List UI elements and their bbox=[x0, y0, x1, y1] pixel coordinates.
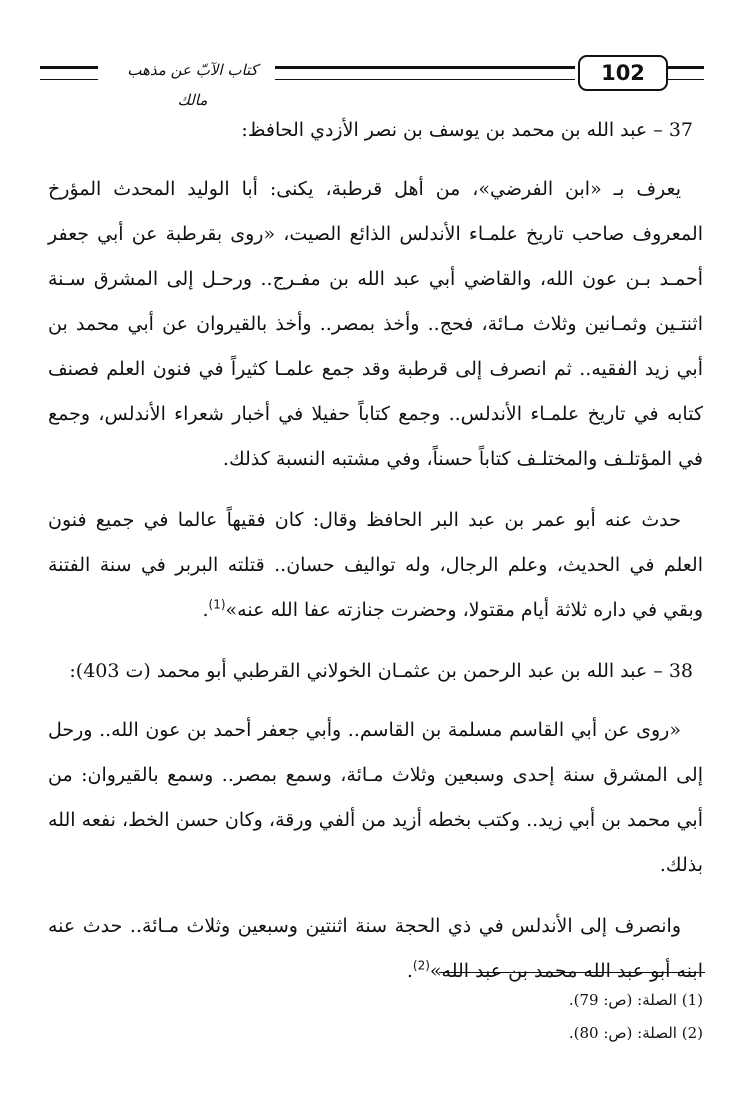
footnote-2: (2) الصلة: (ص: 80). bbox=[568, 1024, 703, 1042]
paragraph-text: حدث عنه أبو عمر بن عبد البر الحافظ وقال: كان فقيهاً عالما في جميع فنون العلم في الحديث، وعلم الرجال، وله تواليف حسان.. قتلته البربر في سنة الفتنة وبقي في داره ثلاثة أيام مقتولا، وحضرت جنازته عفا الله عنه» bbox=[48, 509, 703, 621]
footnote-1: (1) الصلة: (ص: 79). bbox=[568, 991, 703, 1009]
header-rule-right bbox=[666, 66, 704, 80]
footnote-separator bbox=[439, 972, 705, 973]
footnote-marker[interactable]: (1) bbox=[208, 597, 226, 612]
paragraph-text: وانصرف إلى الأندلس في ذي الحجة سنة اثنتين وسبعين وثلاث مـائة.. حدث عنه ابنه أبو عبد الله محمد بن عبد الله» bbox=[48, 915, 703, 982]
entry-heading: 38 – عبد الله بن عبد الرحمن بن عثمـان الخولاني القرطبي أبو محمد (ت 403): bbox=[69, 660, 693, 682]
header-rule-left bbox=[40, 66, 98, 80]
footnote-marker[interactable]: (2) bbox=[412, 958, 430, 973]
entry-37 bbox=[48, 108, 703, 633]
page-header bbox=[40, 52, 705, 109]
header-rule-middle bbox=[275, 66, 575, 80]
entry-paragraph bbox=[48, 167, 703, 482]
paragraph-text: يعرف بـ «ابن الفرضي»، من أهل قرطبة، يكنى: أبا الوليد المحدث المؤرخ المعروف صاحب تاريخ علمـاء الأندلس الذائع الصيت، «روى بقرطبة عن أبي جعفر أحمـد بـن عون الله، والقاضي أبي عبد الله بن مفـرج.. ورحـل إلى المشرق سـنة اثنتـين وثمـانين وثلاث مـائة، فحج.. وأخذ بمصر.. وأخذ بالقيروان عن أبي محمد بن أبي زيد الفقيه.. ثم انصرف إلى قرطبة وقد جمع علمـا كثيراً في فنون العلم فصنف كتابه في تاريخ علمـاء الأندلس.. وجمع كتاباً حفيلا في أخبار شعراء الأندلس، وجمع في المؤتلـف والمختلـف كتاباً حسناً، وفي مشتبه النسبة كذلك. bbox=[48, 178, 703, 470]
footnotes bbox=[48, 984, 703, 1050]
entry-paragraph: حدث عنه أبو عمر بن عبد البر الحافظ وقال: كان فقيهاً عالما في جميع فنون العلم في الحديث، وعلم الرجال، وله تواليف حسان.. قتلته البربر في سنة الفتنة وبقي في داره ثلاثة أيام مقتولا، وحضرت جنازته عفا الله عنه»$^{(1)}$. bbox=[48, 509, 703, 621]
book-title: كتاب الآبّ عن مذهب مالك bbox=[127, 61, 258, 109]
paragraph-text: «روى عن أبي القاسم مسلمة بن القاسم.. وأبي جعفر أحمد بن عون الله.. ورحل إلى المشرق سنة إحدى وسبعين وثلاث مـائة، وسمع بمصر.. وسمع بالقيروان: من أبي محمد بن أبي زيد.. وكتب بخطه أزيد من ألفي ورقة، وكان حسن الخط، نفعه الله بذلك. bbox=[48, 719, 703, 876]
entry-paragraph bbox=[48, 708, 703, 888]
page-number: 102 bbox=[578, 55, 668, 91]
page-body bbox=[48, 108, 703, 1010]
entry-paragraph: وانصرف إلى الأندلس في ذي الحجة سنة اثنتين وسبعين وثلاث مـائة.. حدث عنه ابنه أبو عبد الله محمد بن عبد الله»$^{(2)}$. bbox=[48, 915, 703, 982]
entry-heading: 37 – عبد الله بن محمد بن يوسف بن نصر الأزدي الحافظ: bbox=[241, 119, 693, 141]
entry-38 bbox=[48, 649, 703, 994]
